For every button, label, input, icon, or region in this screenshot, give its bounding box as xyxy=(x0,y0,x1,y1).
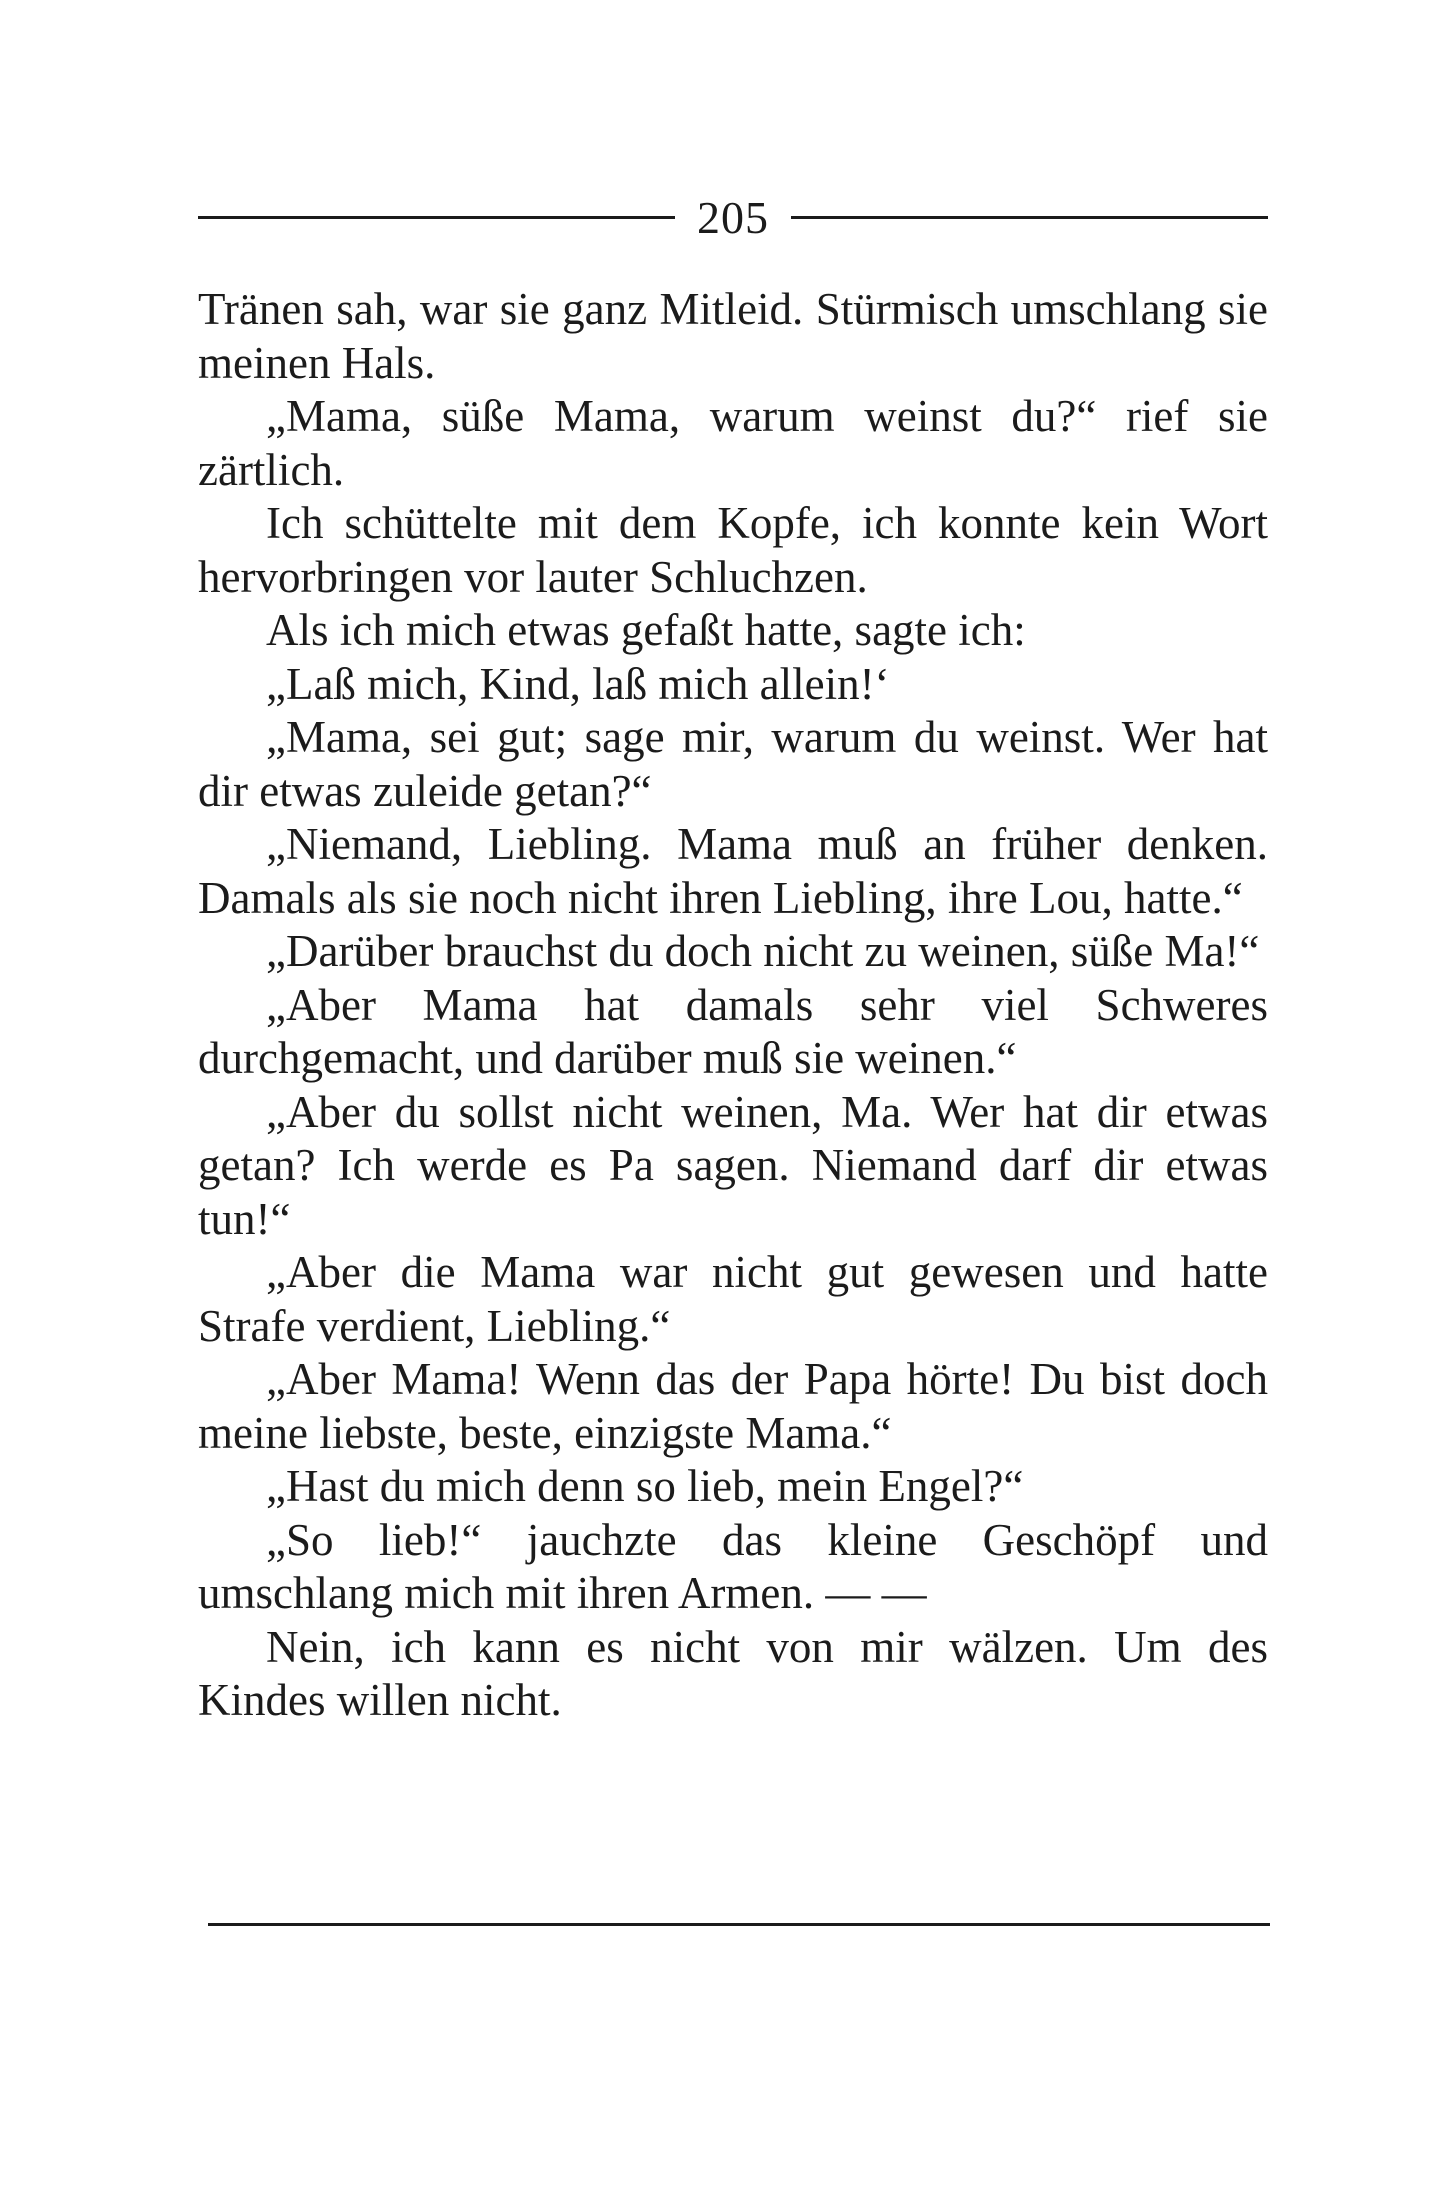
paragraph: Tränen sah, war sie ganz Mitleid. Stürmisch umschlang sie meinen Hals. xyxy=(198,284,1268,388)
paragraph: „Mama, süße Mama, warum weinst du?“ rief sie zärtlich. xyxy=(198,391,1268,495)
paragraph: „Aber die Mama war nicht gut gewesen und hatte Strafe verdient, Liebling.“ xyxy=(198,1247,1268,1351)
paragraph: „So lieb!“ jauchzte das kleine Geschöpf und umschlang mich mit ihren Armen. — — xyxy=(198,1514,1268,1618)
paragraph: „Darüber brauchst du doch nicht zu weinen, süße Ma!“ xyxy=(266,926,1260,976)
paragraph: Als ich mich etwas gefaßt hatte, sagte ich: xyxy=(266,605,1026,655)
footer-rule xyxy=(208,1923,1270,1926)
paragraph: Ich schüttelte mit dem Kopfe, ich konnte kein Wort hervorbringen vor lauter Schluchzen. xyxy=(198,498,1268,602)
paragraph: „Aber Mama! Wenn das der Papa hörte! Du bist doch meine liebste, beste, einzigste Mama.“ xyxy=(198,1354,1268,1458)
paragraph: „Aber du sollst nicht weinen, Ma. Wer hat dir etwas getan? Ich werde es Pa sagen. Niemand darf dir etwas tun!“ xyxy=(198,1086,1268,1244)
paragraph: „Aber Mama hat damals sehr viel Schweres durchgemacht, und darüber muß sie weinen.“ xyxy=(198,979,1268,1083)
page-header xyxy=(198,182,1268,252)
paragraph: „Hast du mich denn so lieb, mein Engel?“ xyxy=(266,1461,1024,1511)
paragraph: „Mama, sei gut; sage mir, warum du weinst. Wer hat dir etwas zuleide getan?“ xyxy=(198,712,1268,816)
header-rule-left xyxy=(198,216,675,219)
header-rule-right xyxy=(791,216,1268,219)
page-number: 205 xyxy=(697,191,769,243)
paragraph: „Niemand, Liebling. Mama muß an früher denken. Damals als sie noch nicht ihren Liebling, ihre Lou, hatte.“ xyxy=(198,819,1268,923)
paragraph: Nein, ich kann es nicht von mir wälzen. Um des Kindes willen nicht. xyxy=(198,1621,1268,1725)
paragraph: „Laß mich, Kind, laß mich allein!‘ xyxy=(266,658,890,709)
body-text xyxy=(198,283,1268,1728)
